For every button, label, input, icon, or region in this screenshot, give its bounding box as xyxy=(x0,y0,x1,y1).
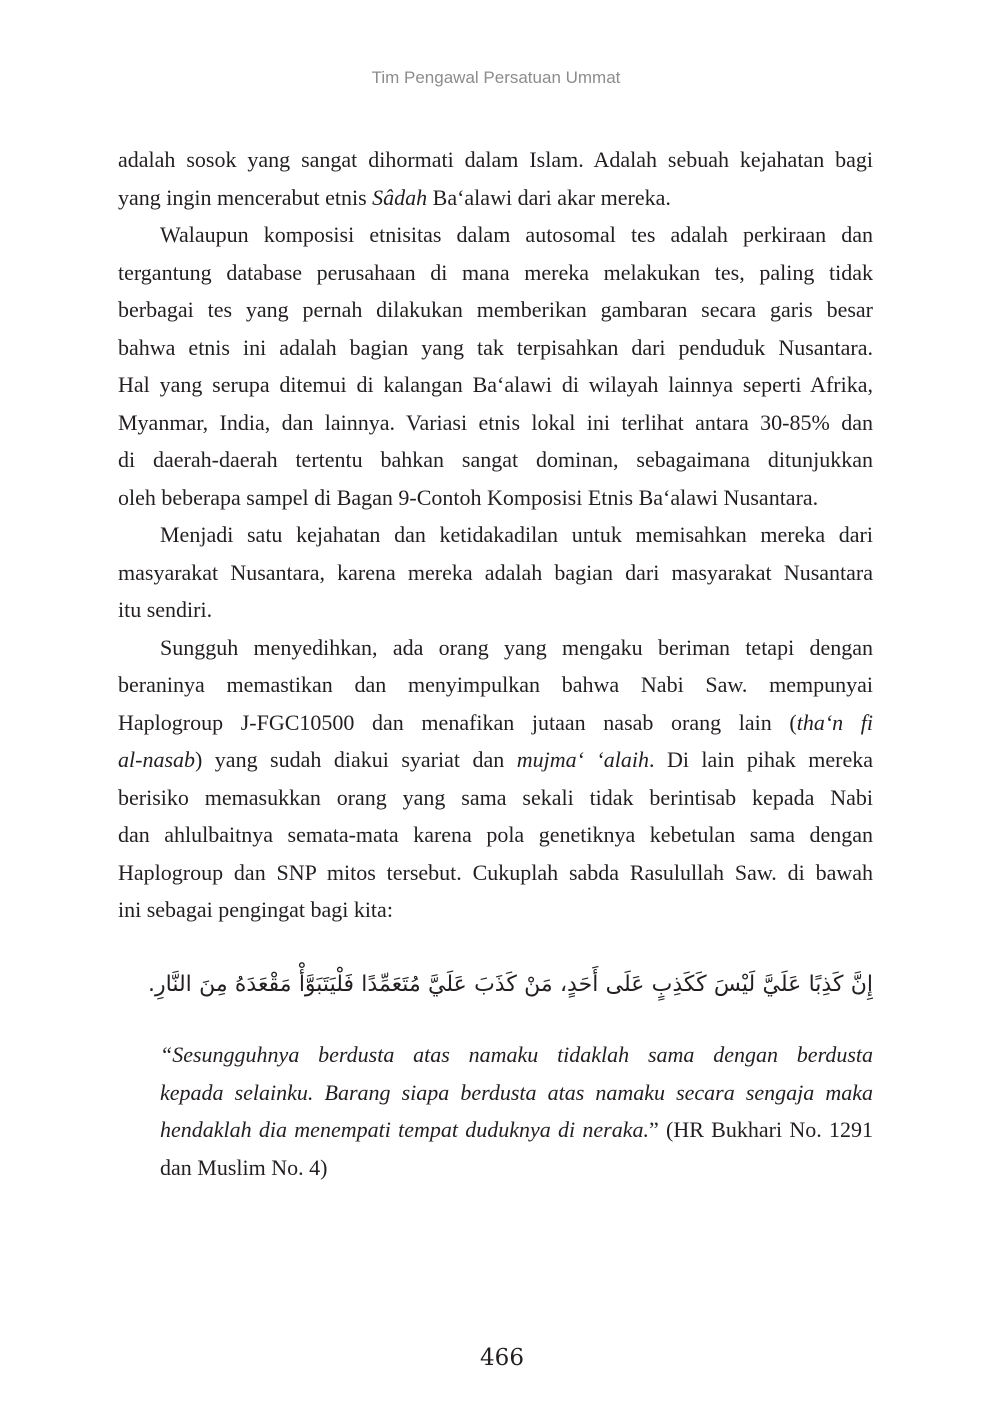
italic-term: tha‘n fi xyxy=(796,709,873,735)
text-run: dan Muslim No. 4) xyxy=(160,1155,328,1181)
text-line xyxy=(118,629,873,667)
text-line xyxy=(118,329,873,367)
text-run: Haplogroup J-FGC10500 dan menafikan jutaan nasab orang lain ( xyxy=(118,709,797,735)
text-run: bahwa etnis ini adalah bagian yang tak terpisahkan dari penduduk Nusantara. xyxy=(118,334,873,360)
text-line xyxy=(118,704,873,742)
text-run: . Di lain pihak mereka xyxy=(648,747,873,772)
text-line xyxy=(118,404,873,442)
hadith-arabic-text: إِنَّ كَذِبًا عَلَيَّ لَيْسَ كَكَذِبٍ عَلَى أَحَدٍ، مَنْ كَذَبَ عَلَيَّ مُتَعَمِّدًا فَلْيَتَبَوَّأْ مَقْعَدَهُ مِنَ النَّارِ. xyxy=(148,972,873,997)
text-line xyxy=(160,1111,873,1149)
text-run: di daerah-daerah tertentu bahkan sangat dominan, sebagaimana ditunjukkan xyxy=(118,447,873,472)
text-run: Walaupun komposisi etnisitas dalam autosomal tes adalah perkiraan dan xyxy=(160,222,873,247)
text-line xyxy=(118,554,873,592)
running-header: Tim Pengawal Persatuan Ummat xyxy=(371,68,621,87)
text-line xyxy=(118,591,873,629)
text-run: Menjadi satu kejahatan dan ketidakadilan untuk memisahkan mereka dari xyxy=(160,522,873,547)
text-run: masyarakat Nusantara, karena mereka adalah bagian dari masyarakat Nusantara xyxy=(118,559,873,585)
text-line xyxy=(118,816,873,854)
italic-term: mujma‘ ‘alaih xyxy=(516,747,649,772)
text-line xyxy=(160,1074,873,1112)
italic-term: kepada selainku. Barang siapa berdusta atas namaku secara sengaja maka xyxy=(160,1079,873,1105)
text-line xyxy=(118,291,873,329)
text-line xyxy=(118,516,873,554)
text-line xyxy=(118,779,873,817)
text-run: tergantung database perusahaan di mana mereka melakukan tes, paling tidak xyxy=(118,259,873,285)
text-run: oleh beberapa sampel di Bagan 9-Contoh Komposisi Etnis Ba‘alawi Nusantara. xyxy=(118,484,819,510)
text-line xyxy=(118,366,873,404)
text-run: itu sendiri. xyxy=(118,597,213,622)
italic-term: al-nasab xyxy=(118,747,195,772)
text-line xyxy=(118,479,873,517)
hadith-translation-quote xyxy=(160,1036,873,1187)
body-text xyxy=(118,141,873,929)
text-run: dan ahlulbaitnya semata-mata karena pola genetiknya kebetulan sama dengan xyxy=(118,822,873,847)
text-run: Myanmar, India, dan lainnya. Variasi etnis lokal ini terlihat antara 30-85% dan xyxy=(118,409,873,435)
text-run: berisiko memasukkan orang yang sama sekali tidak berintisab kepada Nabi xyxy=(118,784,873,810)
text-run: ) yang sudah diakui syariat dan xyxy=(195,747,517,772)
text-line xyxy=(118,254,873,292)
text-run: Hal yang serupa ditemui di kalangan Ba‘alawi di wilayah lainnya seperti Afrika, xyxy=(118,372,873,397)
text-line xyxy=(160,1149,873,1187)
text-run: yang ingin mencerabut etnis xyxy=(118,184,373,210)
text-run: adalah sosok yang sangat dihormati dalam Islam. Adalah sebuah kejahatan bagi xyxy=(118,147,873,172)
page-number: 466 xyxy=(480,1345,524,1371)
text-line xyxy=(118,179,873,217)
paragraph xyxy=(118,629,873,929)
text-run: Haplogroup dan SNP mitos tersebut. Cukuplah sabda Rasulullah Saw. di bawah xyxy=(118,859,873,885)
italic-term: “Sesungguhnya berdusta atas namaku tidaklah sama dengan berdusta xyxy=(160,1042,873,1067)
text-line xyxy=(118,891,873,929)
text-line xyxy=(160,1036,873,1074)
text-line xyxy=(118,441,873,479)
text-run: ini sebagai pengingat bagi kita: xyxy=(118,897,393,922)
text-line xyxy=(118,854,873,892)
text-run: Sungguh menyedihkan, ada orang yang mengaku beriman tetapi dengan xyxy=(160,634,873,660)
italic-term: hendaklah dia menempati tempat duduknya di neraka. xyxy=(160,1117,649,1143)
text-run: beraninya memastikan dan menyimpulkan bahwa Nabi Saw. mempunyai xyxy=(118,672,873,697)
text-run: berbagai tes yang pernah dilakukan memberikan gambaran secara garis besar xyxy=(118,297,873,322)
italic-term: Sâdah xyxy=(372,184,428,210)
text-line xyxy=(118,141,873,179)
text-line xyxy=(118,666,873,704)
text-run: Ba‘alawi dari akar mereka. xyxy=(427,184,671,210)
text-line xyxy=(118,741,873,779)
paragraph xyxy=(118,216,873,516)
text-line xyxy=(118,216,873,254)
paragraph xyxy=(118,516,873,629)
paragraph-continued xyxy=(118,141,873,216)
text-run: ” (HR Bukhari No. 1291 xyxy=(649,1117,873,1143)
